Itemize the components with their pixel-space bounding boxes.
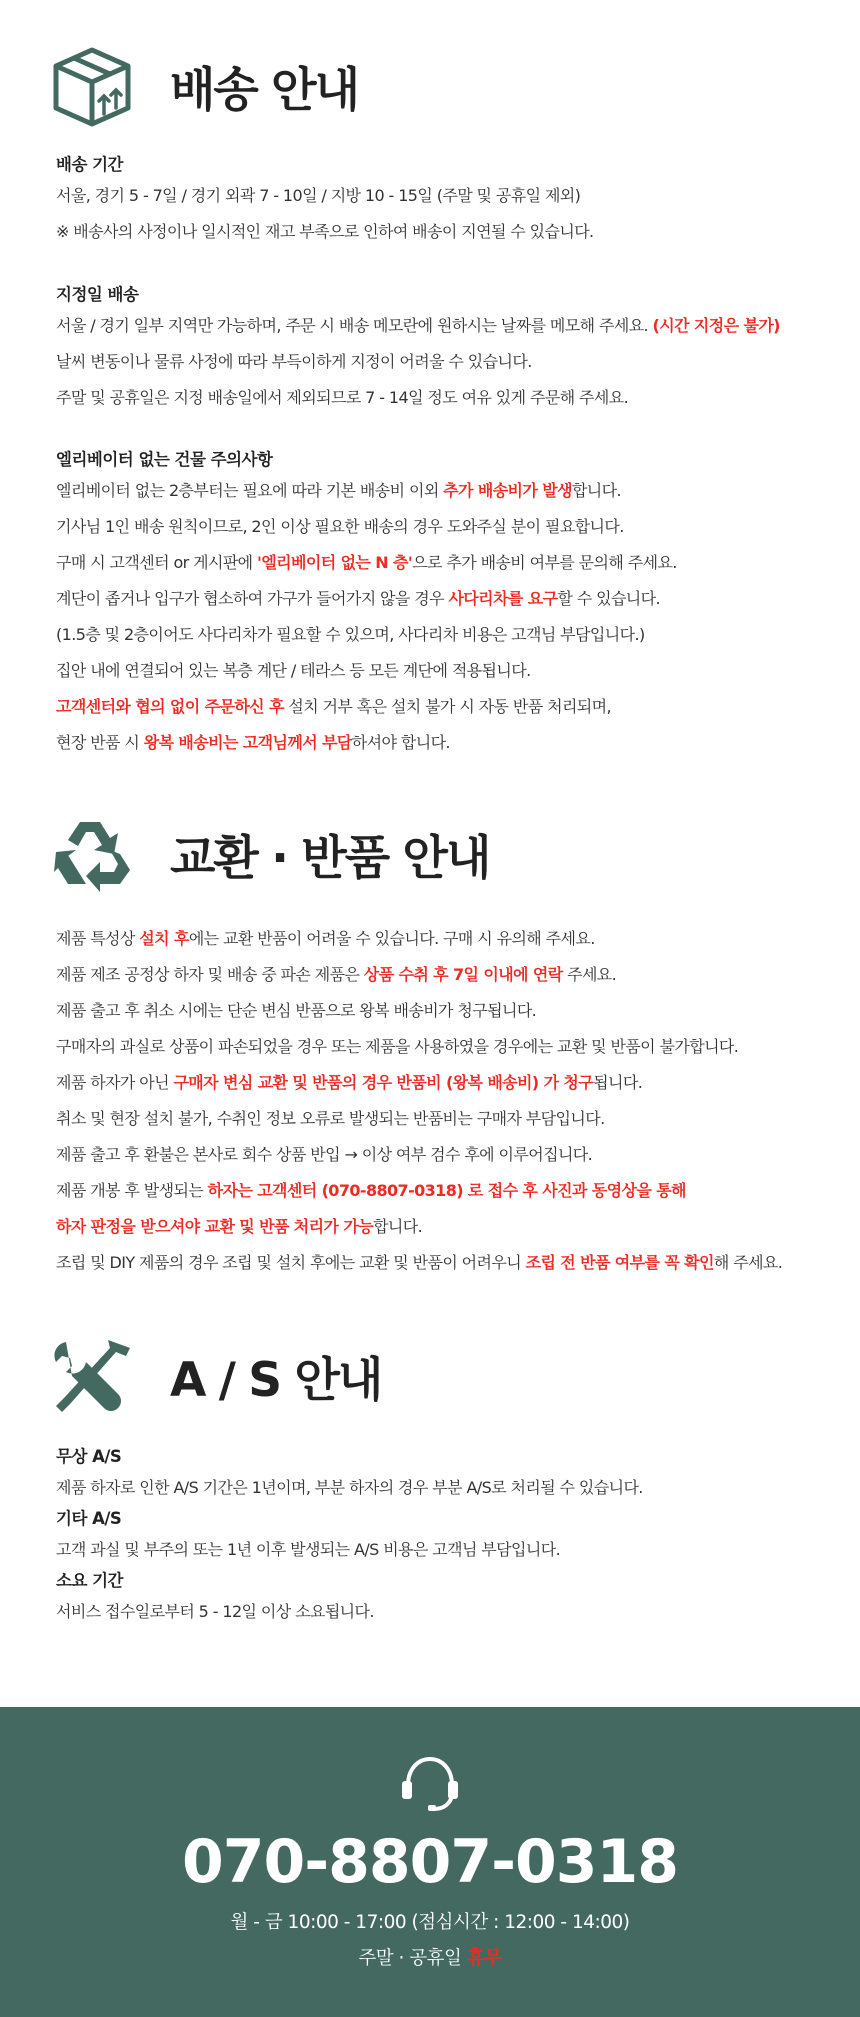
elevator-heading: 엘리베이터 없는 건물 주의사항	[56, 450, 273, 469]
exchange-header	[50, 812, 489, 896]
as-time-heading: 소요 기간	[56, 1571, 124, 1590]
elevator-line-5: (1.5층 및 2층이어도 사다리차가 필요할 수 있으며, 사다리차 비용은 고객님 부담입니다.)	[56, 625, 645, 644]
as-free-heading: 무상 A/S	[56, 1447, 122, 1466]
as-other-heading: 기타 A/S	[56, 1509, 122, 1528]
business-hours: 월 - 금 10:00 - 17:00 (점심시간 : 12:00 - 14:00)	[230, 1912, 630, 1933]
as-time-text: 서비스 접수일로부터 5 - 12일 이상 소요됩니다.	[56, 1602, 374, 1621]
tools-icon	[50, 1334, 134, 1418]
elevator-line-8: 현장 반품 시 왕복 배송비는 고객님께서 부담하셔야 합니다.	[56, 733, 450, 752]
exchange-title: 교환 · 반품 안내	[170, 830, 490, 886]
customer-center-footer	[0, 1707, 860, 2017]
designated-line-3: 주말 및 공휴일은 지정 배송일에서 제외되므로 7 - 14일 정도 여유 있게 주문해 주세요.	[56, 388, 629, 407]
exchange-line-6: 취소 및 현장 설치 불가, 수취인 정보 오류로 발생되는 반품비는 구매자 부담입니다.	[56, 1109, 605, 1128]
exchange-line-9: 하자 판정을 받으셔야 교환 및 반품 처리가 가능합니다.	[56, 1217, 423, 1236]
holiday-notice: 주말 · 공휴일 휴무	[358, 1948, 502, 1969]
shipping-period-note: ※ 배송사의 사정이나 일시적인 재고 부족으로 인하여 배송이 지연될 수 있습니다.	[56, 222, 594, 241]
as-free-text: 제품 하자로 인한 A/S 기간은 1년이며, 부분 하자의 경우 부분 A/S로 처리될 수 있습니다.	[56, 1478, 643, 1497]
phone-number: 070-8807-0318	[181, 1827, 679, 1897]
elevator-line-7: 고객센터와 협의 없이 주문하신 후 설치 거부 혹은 설치 불가 시 자동 반품 처리되며,	[56, 697, 611, 716]
exchange-line-7: 제품 출고 후 환불은 본사로 회수 상품 반입 → 이상 여부 검수 후에 이루어집니다.	[56, 1145, 593, 1164]
as-other-text: 고객 과실 및 부주의 또는 1년 이후 발생되는 A/S 비용은 고객님 부담입니다.	[56, 1540, 561, 1559]
designated-delivery-block	[56, 282, 836, 416]
shipping-period-heading: 배송 기간	[56, 155, 124, 174]
elevator-line-3: 구매 시 고객센터 or 게시판에 '엘리베이터 없는 N 층'으로 추가 배송비 여부를 문의해 주세요.	[56, 553, 677, 572]
recycle-icon	[50, 812, 134, 896]
elevator-line-6: 집안 내에 연결되어 있는 복층 계단 / 테라스 등 모든 계단에 적용됩니다.	[56, 661, 531, 680]
as-title: A / S 안내	[170, 1352, 382, 1408]
headset-icon	[396, 1749, 464, 1817]
as-block	[56, 1444, 836, 1630]
elevator-block	[56, 447, 836, 761]
exchange-line-10: 조립 및 DIY 제품의 경우 조립 및 설치 후에는 교환 및 반품이 어려우니 조립 전 반품 여부를 꼭 확인해 주세요.	[56, 1253, 783, 1272]
shipping-title: 배송 안내	[170, 62, 358, 118]
elevator-line-4: 계단이 좁거나 입구가 협소하여 가구가 들어가지 않을 경우 사다리차를 요구할 수 있습니다.	[56, 589, 661, 608]
exchange-line-1: 제품 특성상 설치 후에는 교환 반품이 어려울 수 있습니다. 구매 시 유의해 주세요.	[56, 929, 595, 948]
exchange-line-4: 구매자의 과실로 상품이 파손되었을 경우 또는 제품을 사용하였을 경우에는 교환 및 반품이 불가합니다.	[56, 1037, 739, 1056]
designated-heading: 지정일 배송	[56, 285, 139, 304]
exchange-line-3: 제품 출고 후 취소 시에는 단순 변심 반품으로 왕복 배송비가 청구됩니다.	[56, 1001, 537, 1020]
as-header	[50, 1334, 381, 1418]
elevator-line-2: 기사님 1인 배송 원칙이므로, 2인 이상 필요한 배송의 경우 도와주실 분이 필요합니다.	[56, 517, 624, 536]
exchange-line-5: 제품 하자가 아닌 구매자 변심 교환 및 반품의 경우 반품비 (왕복 배송비) 가 청구됩니다.	[56, 1073, 643, 1092]
shipping-header	[50, 44, 358, 128]
shipping-period-block	[56, 152, 836, 250]
designated-line-2: 날씨 변동이나 물류 사정에 따라 부득이하게 지정이 어려울 수 있습니다.	[56, 352, 532, 371]
designated-line-1: 서울 / 경기 일부 지역만 가능하며, 주문 시 배송 메모란에 원하시는 날짜를 메모해 주세요. (시간 지정은 불가)	[56, 316, 780, 335]
box-icon	[50, 44, 134, 128]
elevator-line-1: 엘리베이터 없는 2층부터는 필요에 따라 기본 배송비 이외 추가 배송비가 발생합니다.	[56, 481, 622, 500]
exchange-block	[56, 921, 836, 1281]
exchange-line-2: 제품 제조 공정상 하자 및 배송 중 파손 제품은 상품 수취 후 7일 이내에 연락 주세요.	[56, 965, 617, 984]
exchange-line-8: 제품 개봉 후 발생되는 하자는 고객센터 (070-8807-0318) 로 접수 후 사진과 동영상을 통해	[56, 1181, 686, 1200]
shipping-period-line: 서울, 경기 5 - 7일 / 경기 외곽 7 - 10일 / 지방 10 - 15일 (주말 및 공휴일 제외)	[56, 186, 581, 205]
